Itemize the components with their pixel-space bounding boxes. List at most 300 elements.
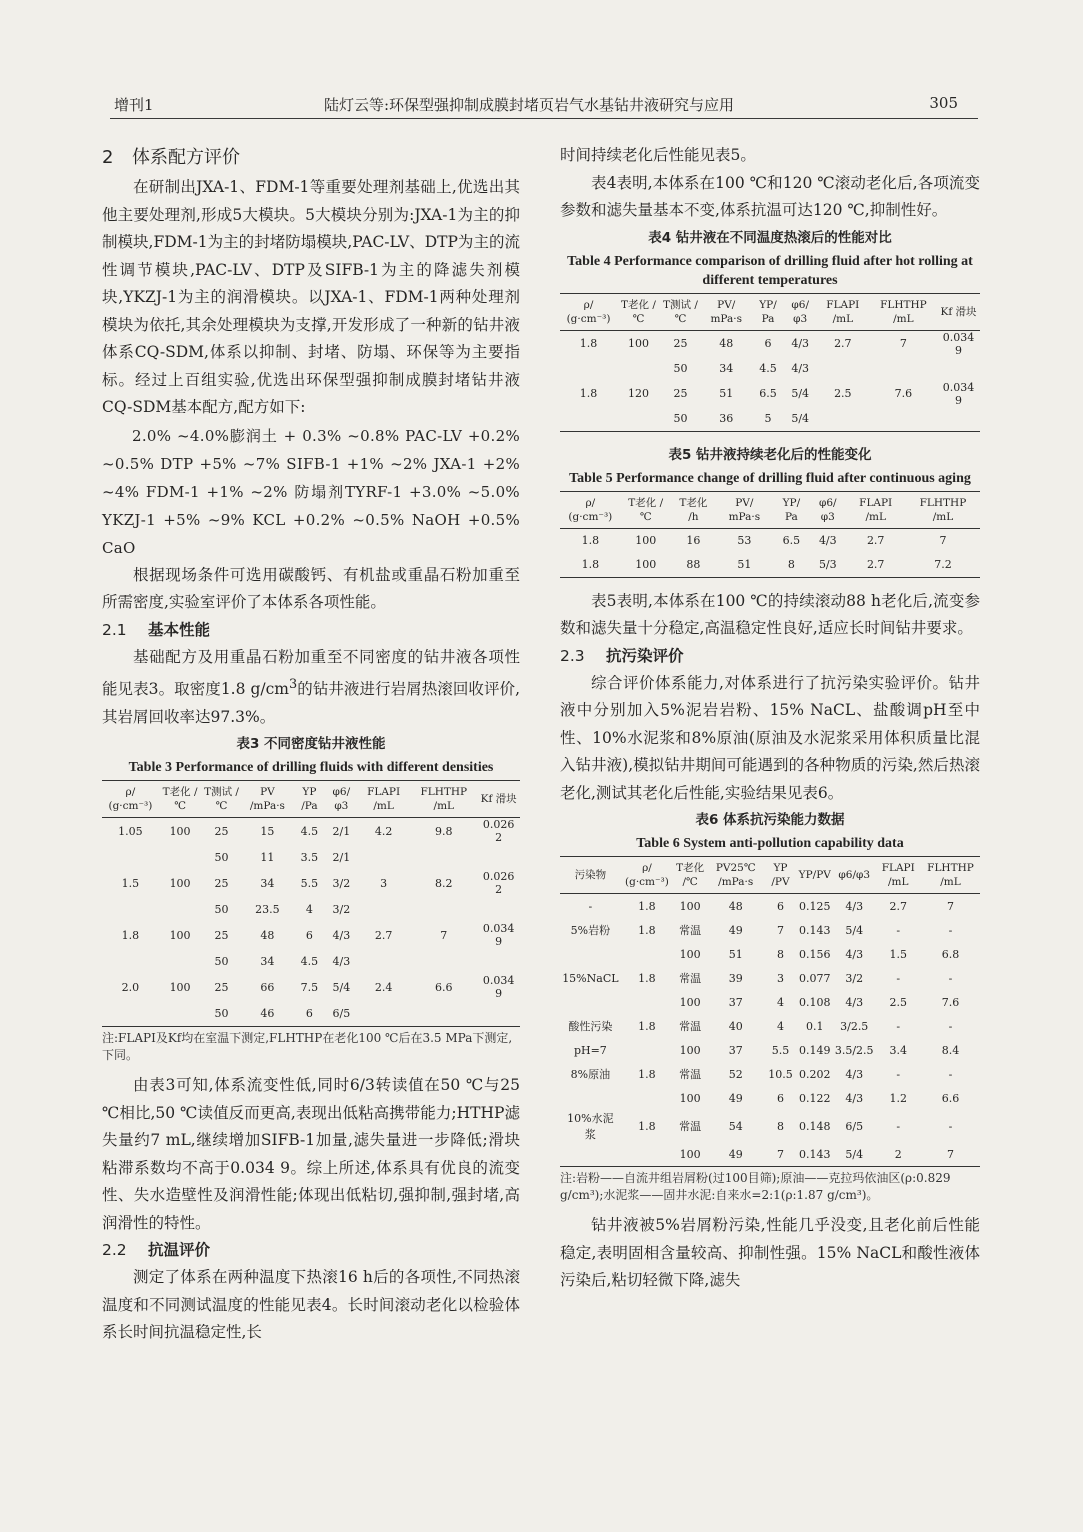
table5-cell: 4/3 (818, 534, 837, 547)
table6-cell: 0.125 (799, 899, 831, 913)
table6-cell: 10.5 (768, 1067, 793, 1081)
table6-cell: 5/4 (845, 923, 864, 937)
table3-cell: 2.0 (121, 980, 140, 994)
table6-cell: 10%水泥浆 (567, 1112, 614, 1141)
table4-row (560, 330, 980, 357)
table6-cell: 2.5 (889, 995, 907, 1009)
table5-cell: 88 (671, 553, 716, 578)
table6-cell: 1.8 (638, 923, 656, 937)
table5-header-cell: FLHTHP /mL (906, 491, 980, 528)
table4-cell: 0.034 9 (942, 380, 975, 407)
table3-cell (159, 948, 202, 974)
table3-cell (102, 948, 159, 974)
page-header (110, 88, 978, 119)
table6-cell: 0.143 (799, 923, 831, 937)
table6-cell: 0.077 (799, 971, 831, 985)
table5-cell: 100 (621, 553, 671, 578)
table6-cell: 37 (728, 1043, 743, 1057)
table4-row (560, 357, 980, 381)
table6-cell: 0.202 (799, 1067, 831, 1081)
table4-cell: 0.034 9 (942, 330, 975, 357)
table4-caption-cn: 表4 钻井液在不同温度热滚后的性能对比 (648, 229, 892, 246)
table3-cell (477, 844, 520, 870)
table6-caption-en: Table 6 System anti-pollution capability data (636, 836, 904, 851)
table6-cell: 37 (728, 995, 743, 1009)
table6-cell: 4/3 (845, 947, 864, 961)
table3-cell: 15 (260, 824, 275, 838)
table6-cell: 15%NaCL (562, 971, 619, 985)
table5-cell: 7.2 (906, 553, 980, 578)
table6-cell: 8 (776, 1119, 784, 1133)
table6-cell: 0.143 (797, 1142, 833, 1167)
running-title: 陆灯云等:环保型强抑制成膜封堵页岩气水基钻井液研究与应用 (324, 96, 735, 114)
table3-cell: 3.5 (300, 850, 319, 864)
table6-row (560, 918, 980, 942)
table6-cell: 1.5 (889, 947, 907, 961)
table6-cell: 100 (679, 947, 701, 961)
table6-cell (621, 1142, 673, 1167)
table6-cell: 1.8 (638, 1067, 656, 1081)
table6-cell: 54 (728, 1119, 743, 1133)
table6-cell: 4 (776, 995, 784, 1009)
table6-cell: 4/3 (845, 899, 864, 913)
table3-cell: 1.8 (121, 928, 140, 942)
table4-cell: 1.8 (579, 387, 598, 400)
table3-cell: 2/1 (332, 850, 351, 864)
table4-cell: 36 (701, 407, 752, 432)
table3-row (102, 974, 520, 1000)
table3-note: 注:FLAPI及Kf均在室温下测定,FLHTHP在老化100 ℃后在3.5 MPa下测定,下同。 (102, 1031, 513, 1063)
section-heading-2-3: 2.3 抗污染评价 (560, 646, 684, 665)
table4-cell: 100 (628, 337, 649, 350)
table3-cell: 50 (214, 850, 229, 864)
table4-header-cell: FLHTHP /mL (870, 293, 937, 330)
table6-cell: 40 (728, 1019, 743, 1033)
table3-header-cell: T测试 /℃ (201, 781, 241, 818)
table4-cell: 4/3 (791, 362, 810, 375)
journal-issue: 增刊1 (114, 96, 154, 114)
table3-cell: 9.8 (435, 824, 453, 838)
table3-cell: 4 (305, 902, 313, 916)
table5-caption-en: Table 5 Performance change of drilling fluid after continuous aging (569, 470, 971, 486)
paragraph-table4-analysis: 表4表明,本体系在100 ℃和120 ℃滚动老化后,各项流变参数和滤失量基本不变,体系抗温可达120 ℃,抑制性好。 (560, 173, 980, 219)
table6-cell: - (896, 1019, 901, 1033)
table3-row (102, 948, 520, 974)
table6-row (560, 942, 980, 966)
table4-cell (816, 407, 870, 432)
table6-cell: 3.5/2.5 (834, 1043, 874, 1057)
table3-cell (357, 844, 410, 870)
table6-cell: - (588, 899, 593, 913)
table4-cell: 50 (660, 407, 701, 432)
table6-cell: - (896, 971, 901, 985)
table6-row (560, 966, 980, 990)
table4-cell: 1.8 (579, 337, 598, 350)
table6-cell: 6 (776, 1091, 784, 1105)
table6-cell: 0.156 (799, 947, 831, 961)
table6-row (560, 894, 980, 919)
table3-cell: 23.5 (255, 902, 280, 916)
table4-cell (937, 407, 980, 432)
table6-cell: 3 (776, 971, 784, 985)
table6-cell: 4/3 (845, 995, 864, 1009)
table4-cell: 5 (752, 407, 785, 432)
table6-row (560, 990, 980, 1014)
table6-header-cell: FLHTHP /mL (921, 857, 980, 894)
table6-cell: 常温 (679, 1068, 702, 1081)
table-4 (560, 293, 980, 432)
table3-cell (477, 1000, 520, 1027)
table3-row (102, 870, 520, 896)
table6-cell: 1.2 (889, 1091, 907, 1105)
table3-cell: 50 (214, 902, 229, 916)
table6-cell: 4/3 (845, 1091, 864, 1105)
table4-header-cell: φ6/φ3 (784, 293, 815, 330)
table6-cell: 0.149 (799, 1043, 831, 1057)
table6-cell: 8 (776, 947, 784, 961)
table3-cell: 7 (440, 928, 448, 942)
table6-cell: 4 (776, 1019, 784, 1033)
table6-header-cell: FLAPI /mL (876, 857, 921, 894)
table4-cell: 4/3 (791, 337, 810, 350)
table4-cell: 50 (673, 362, 688, 375)
table4-header-cell: T测试 /℃ (660, 293, 701, 330)
table6-cell: - (896, 923, 901, 937)
left-column (102, 142, 520, 1347)
table6-cell: 6.6 (941, 1091, 960, 1105)
table6-cell: 0.148 (799, 1119, 831, 1133)
table4-cell: 25 (673, 387, 688, 400)
table6-header-cell: T老化 /℃ (673, 857, 707, 894)
table6-cell: 3.4 (889, 1043, 907, 1057)
table5-header-cell: T老化 /℃ (621, 491, 671, 528)
table4-row (560, 407, 980, 432)
table5-row (560, 528, 980, 553)
table6-cell: 7 (921, 1142, 980, 1167)
table6-header-cell: PV25℃ /mPa·s (707, 857, 764, 894)
table3-cell: 25 (214, 928, 229, 942)
table3-cell (410, 896, 477, 922)
table5-cell: 6.5 (782, 534, 801, 547)
table6-cell: 1.8 (638, 971, 656, 985)
table3-row (102, 1000, 520, 1027)
table6-cell: 常温 (679, 972, 702, 985)
table4-cell (870, 407, 937, 432)
table6-cell (621, 942, 673, 966)
table3-header-cell: FLHTHP /mL (410, 781, 477, 818)
table3-cell (357, 948, 410, 974)
table5-cell: 1.8 (581, 534, 600, 547)
table6-cell: - (948, 971, 953, 985)
table3-cell: 6 (305, 928, 313, 942)
table3-cell: 0.034 9 (482, 974, 515, 1001)
table3-cell (102, 844, 159, 870)
paragraph-continued: 时间持续老化后性能见表5。 (560, 146, 756, 164)
paragraph-table5-analysis: 表5表明,本体系在100 ℃的持续滚动88 h老化后,流变参数和滤失量十分稳定,高温稳定性良好,适应长时间钻井要求。 (560, 591, 980, 637)
table5-caption-cn: 表5 钻井液持续老化后的性能变化 (668, 446, 872, 463)
table4-header-cell: T老化 /℃ (617, 293, 660, 330)
table6-cell: 6.8 (941, 947, 960, 961)
right-column (560, 142, 980, 1295)
table4-row (560, 381, 980, 407)
table3-cell: 100 (169, 876, 191, 890)
table4-cell: 6 (764, 337, 772, 350)
table6-cell: 3/2 (845, 971, 864, 985)
table-5 (560, 491, 980, 578)
table3-row (102, 818, 520, 845)
table3-cell (159, 844, 202, 870)
table3-cell: 0.026 2 (482, 870, 515, 897)
table6-cell (560, 942, 621, 966)
table6-row (560, 1086, 980, 1110)
table3-cell: 1.5 (121, 876, 140, 890)
table3-cell (102, 1000, 159, 1027)
table6-cell (621, 1086, 673, 1110)
page-number: 305 (929, 94, 958, 112)
table5-cell: 100 (635, 534, 657, 547)
table3-cell (477, 948, 520, 974)
paragraph-intro: 在研制出JXA-1、FDM-1等重要处理剂基础上,优选出其他主要处理剂,形成5大模块。5大模块分别为:JXA-1为主的抑制模块,FDM-1为主的封堵防塌模块,PAC-LV、DTP为主的流性调节模块,PAC-LV、DTP及SIFB-1为主的降滤失剂模块,YKZJ-1为主的润滑模块。以JXA-1、FDM-1两种处理剂模块为依托,其余处理模块为支撑,开发形成了一种新的钻井液体系CQ-SDM,体系以抑制、封堵、防塌、环保等为主要指标。经过上百组实验,优选出环保型强抑制成膜封堵钻井液CQ-SDM基本配方,配方如下: (102, 178, 520, 416)
table4-cell (560, 407, 617, 432)
table6-cell: 2 (876, 1142, 921, 1167)
table3-cell: 4/3 (332, 954, 351, 968)
table3-cell: 3 (380, 876, 388, 890)
table3-cell: 66 (260, 980, 275, 994)
table4-cell: 25 (673, 337, 688, 350)
table3-cell: 11 (260, 850, 275, 864)
table3-cell (477, 896, 520, 922)
table3-cell: 0.026 2 (482, 818, 515, 845)
table6-cell: 4/3 (845, 1067, 864, 1081)
table5-cell: 2.7 (866, 534, 885, 547)
table3-header-cell: PV /mPa·s (242, 781, 293, 818)
table6-cell: 48 (728, 899, 743, 913)
table3-cell (102, 896, 159, 922)
table6-cell: 7.6 (941, 995, 960, 1009)
table6-cell: 100 (679, 899, 701, 913)
table6-cell: 49 (707, 1142, 764, 1167)
table3-cell: 100 (169, 980, 191, 994)
table3-cell: 6.6 (435, 980, 453, 994)
table4-cell: 4.5 (759, 362, 777, 375)
table3-cell: 2/1 (332, 824, 351, 838)
table6-cell: - (948, 1119, 953, 1133)
table6-row (560, 1014, 980, 1038)
table6-row (560, 1110, 980, 1142)
table4-cell (617, 407, 660, 432)
table6-row (560, 1038, 980, 1062)
table3-row (102, 896, 520, 922)
table6-cell: 6/5 (845, 1119, 864, 1133)
table4-cell: 51 (719, 387, 734, 400)
table3-cell: 2.4 (374, 980, 393, 994)
table4-header-cell: PV/ mPa·s (701, 293, 752, 330)
table3-cell: 34 (260, 876, 275, 890)
table6-cell: 酸性污染 (568, 1020, 613, 1033)
table6-row (560, 1142, 980, 1167)
table6-cell: 常温 (679, 924, 702, 937)
table4-cell (937, 357, 980, 381)
table-3 (102, 780, 520, 1027)
table6-cell: 100 (679, 1043, 701, 1057)
table3-header-cell: FLAPI /mL (357, 781, 410, 818)
table3-header-cell: ρ/ (g·cm⁻³) (102, 781, 159, 818)
table5-header-cell: PV/ mPa·s (716, 491, 773, 528)
table3-caption-en: Table 3 Performance of drilling fluids with different densities (128, 760, 494, 776)
table3-header-cell: φ6/φ3 (326, 781, 357, 818)
table4-cell: 7 (899, 337, 907, 350)
table6-header-cell: 污染物 (560, 857, 621, 894)
section-heading-2-2: 2.2 抗温评价 (102, 1241, 211, 1260)
table3-cell: 6 (293, 1000, 326, 1027)
table6-header-cell: φ6/φ3 (833, 857, 876, 894)
table6-header-cell: YP/PV (797, 857, 833, 894)
table6-cell: pH=7 (573, 1043, 607, 1057)
table6-cell: - (948, 923, 953, 937)
table6-cell: 49 (728, 923, 743, 937)
table6-cell: 8.4 (941, 1043, 960, 1057)
paragraph-pollution-analysis: 钻井液被5%岩屑粉污染,性能几乎没变,且老化前后性能稳定,表明固相含量较高、抑制性强。15% NaCL和酸性液体污染后,粘切轻微下降,滤失 (560, 1216, 980, 1289)
table6-cell: 0.108 (799, 995, 831, 1009)
table5-cell: 51 (716, 553, 773, 578)
table3-cell (357, 896, 410, 922)
table3-header-cell: Kf 滑块 (477, 781, 520, 818)
table3-cell: 3/2 (332, 876, 351, 890)
table6-cell: 7 (776, 923, 784, 937)
table3-cell (410, 948, 477, 974)
table6-header-cell: YP /PV (764, 857, 796, 894)
table3-cell: 34 (260, 954, 275, 968)
table3-cell: 0.034 9 (482, 922, 515, 949)
section-heading-2-1: 2.1 基本性能 (102, 620, 211, 639)
table5-cell: 2.7 (845, 553, 905, 578)
table6-cell (621, 1038, 673, 1062)
table6-cell: 2.7 (889, 899, 907, 913)
table6-cell: 3/2.5 (840, 1019, 869, 1033)
table6-cell (560, 990, 621, 1014)
table4-cell: 6.5 (759, 387, 777, 400)
table3-cell: 4.2 (374, 824, 393, 838)
table4-header-cell: YP/ Pa (752, 293, 785, 330)
table6-cell (560, 1142, 621, 1167)
table3-cell (410, 1000, 477, 1027)
paragraph-density: 根据现场条件可选用碳酸钙、有机盐或重晶石粉加重至所需密度,实验室评价了本体系各项性能。 (102, 565, 520, 611)
table6-cell: 100 (679, 995, 701, 1009)
table3-cell: 3/2 (332, 902, 351, 916)
table3-cell: 100 (169, 928, 191, 942)
table6-cell: 5.5 (771, 1043, 790, 1057)
table6-cell: 100 (679, 1091, 701, 1105)
table3-cell: 5.5 (300, 876, 319, 890)
table5-cell: 8 (773, 553, 810, 578)
table6-row (560, 1062, 980, 1086)
table4-cell (816, 357, 870, 381)
table5-cell: 16 (686, 534, 701, 547)
table6-cell: 1.8 (638, 899, 656, 913)
table3-cell: 25 (214, 980, 229, 994)
section-heading-2: 2 体系配方评价 (102, 147, 240, 168)
table6-cell: 1.8 (638, 1019, 656, 1033)
table4-header-cell: Kf 滑块 (937, 293, 980, 330)
paragraph-anti-pollution: 综合评价体系能力,对体系进行了抗污染实验评价。钻井液中分别加入5%泥岩岩粉、15% NaCL、盐酸调pH至中性、10%水泥浆和8%原油(原油及水泥浆采用体积质量比混入钻井液),模拟钻井期间可能遇到的各种物质的污染,然后热滚老化,测试其老化后性能,实验结果见表6。 (560, 673, 980, 802)
table6-cell: 39 (728, 971, 743, 985)
table3-cell: 50 (214, 954, 229, 968)
table5-header-cell: T老化 /h (671, 491, 716, 528)
table6-cell (621, 990, 673, 1014)
table6-cell: 5/4 (833, 1142, 876, 1167)
table3-cell: 48 (260, 928, 275, 942)
table6-cell: 100 (673, 1142, 707, 1167)
table6-cell: 5%岩粉 (570, 924, 611, 937)
table6-note: 注:岩粉——自流井组岩屑粉(过100目筛);原油——克拉玛依油区(ρ:0.829 g/cm³);水泥浆——固井水泥:自来水=2:1(ρ:1.87 g/cm³)。 (560, 1171, 951, 1202)
table6-cell: - (896, 1119, 901, 1133)
table4-cell: 120 (628, 387, 649, 400)
table3-caption-cn: 表3 不同密度钻井液性能 (236, 736, 386, 753)
table3-cell (410, 844, 477, 870)
table3-cell: 25 (214, 876, 229, 890)
table4-header-cell: ρ/ (g·cm⁻³) (560, 293, 617, 330)
table3-cell (159, 896, 202, 922)
table3-header-cell: T老化 /℃ (159, 781, 202, 818)
table3-cell: 2.7 (374, 928, 393, 942)
table3-header-cell: YP /Pa (293, 781, 326, 818)
table6-cell: 51 (728, 947, 743, 961)
table3-cell: 8.2 (435, 876, 453, 890)
table6-cell: - (896, 1067, 901, 1081)
table5-cell: 5/3 (810, 553, 845, 578)
table6-cell: 0.1 (806, 1019, 824, 1033)
table5-cell: 1.8 (560, 553, 621, 578)
table6-header-cell: ρ/ (g·cm⁻³) (621, 857, 673, 894)
table4-cell: 34 (719, 362, 734, 375)
formula-paragraph: 2.0% ~4.0%膨润土 + 0.3% ~0.8% PAC-LV +0.2% ~0.5% DTP +5% ~7% SIFB-1 +1% ~2% JXA-1 +2% ~4% FDM-1 +1% ~2% 防塌剂TYRF-1 +3.0% ~5.0% YKZJ-1 +5% ~9% KCL +0.2% ~0.5% NaOH +0.5% CaO (102, 426, 520, 557)
table5-header-cell: YP/ Pa (773, 491, 810, 528)
table4-header-cell: FLAPI /mL (816, 293, 870, 330)
table6-caption-cn: 表6 体系抗污染能力数据 (695, 812, 845, 828)
table3-cell: 7.5 (300, 980, 319, 994)
table4-cell: 48 (719, 337, 734, 350)
table4-cell: 5/4 (791, 387, 810, 400)
table4-cell (870, 357, 937, 381)
table5-header-cell: φ6/φ3 (810, 491, 845, 528)
table3-cell (357, 1000, 410, 1027)
table3-cell: 25 (214, 824, 229, 838)
table3-cell (159, 1000, 202, 1027)
table4-caption-en: Table 4 Performance comparison of drilling fluid after hot rolling at different temperatures (567, 253, 973, 288)
table3-cell: 4.5 (300, 824, 319, 838)
paragraph-table3-analysis: 由表3可知,体系流变性低,同时6/3转读值在50 ℃与25 ℃相比,50 ℃读值反而更高,表现出低粘高携带能力;HTHP滤失量约7 mL,继续增加SIFB-1加量,滤失量进一步降低;滑块粘滞系数均不高于0.034 9。综上所述,体系具有优良的流变性、失水造壁性及润滑性能;体现出低粘切,强抑制,强封堵,高润滑性的特性。 (102, 1076, 520, 1232)
table4-cell: 2.5 (834, 387, 852, 400)
table4-cell: 5/4 (784, 407, 815, 432)
table6-cell: 常温 (679, 1020, 702, 1033)
paragraph-basic-performance: 基础配方及用重晶石粉加重至不同密度的钻井液各项性能见表3。取密度1.8 $g/cm^3$的钻井液进行岩屑热滚回收评价,其岩屑回收率达97.3%。 (102, 647, 520, 726)
table6-cell: - (948, 1019, 953, 1033)
table6-cell: 49 (728, 1091, 743, 1105)
table6-cell: 6 (776, 899, 784, 913)
table3-cell: 4.5 (300, 954, 319, 968)
table3-cell: 50 (201, 1000, 241, 1027)
table3-cell: 6/5 (326, 1000, 357, 1027)
table6-cell (560, 1086, 621, 1110)
table6-cell: 常温 (679, 1120, 702, 1133)
table-6 (560, 856, 980, 1167)
table4-cell (617, 357, 660, 381)
table6-cell: 7 (764, 1142, 796, 1167)
table3-cell: 1.05 (118, 824, 143, 838)
table6-cell: 0.122 (799, 1091, 831, 1105)
table6-cell: 7 (946, 899, 954, 913)
table4-cell (560, 357, 617, 381)
